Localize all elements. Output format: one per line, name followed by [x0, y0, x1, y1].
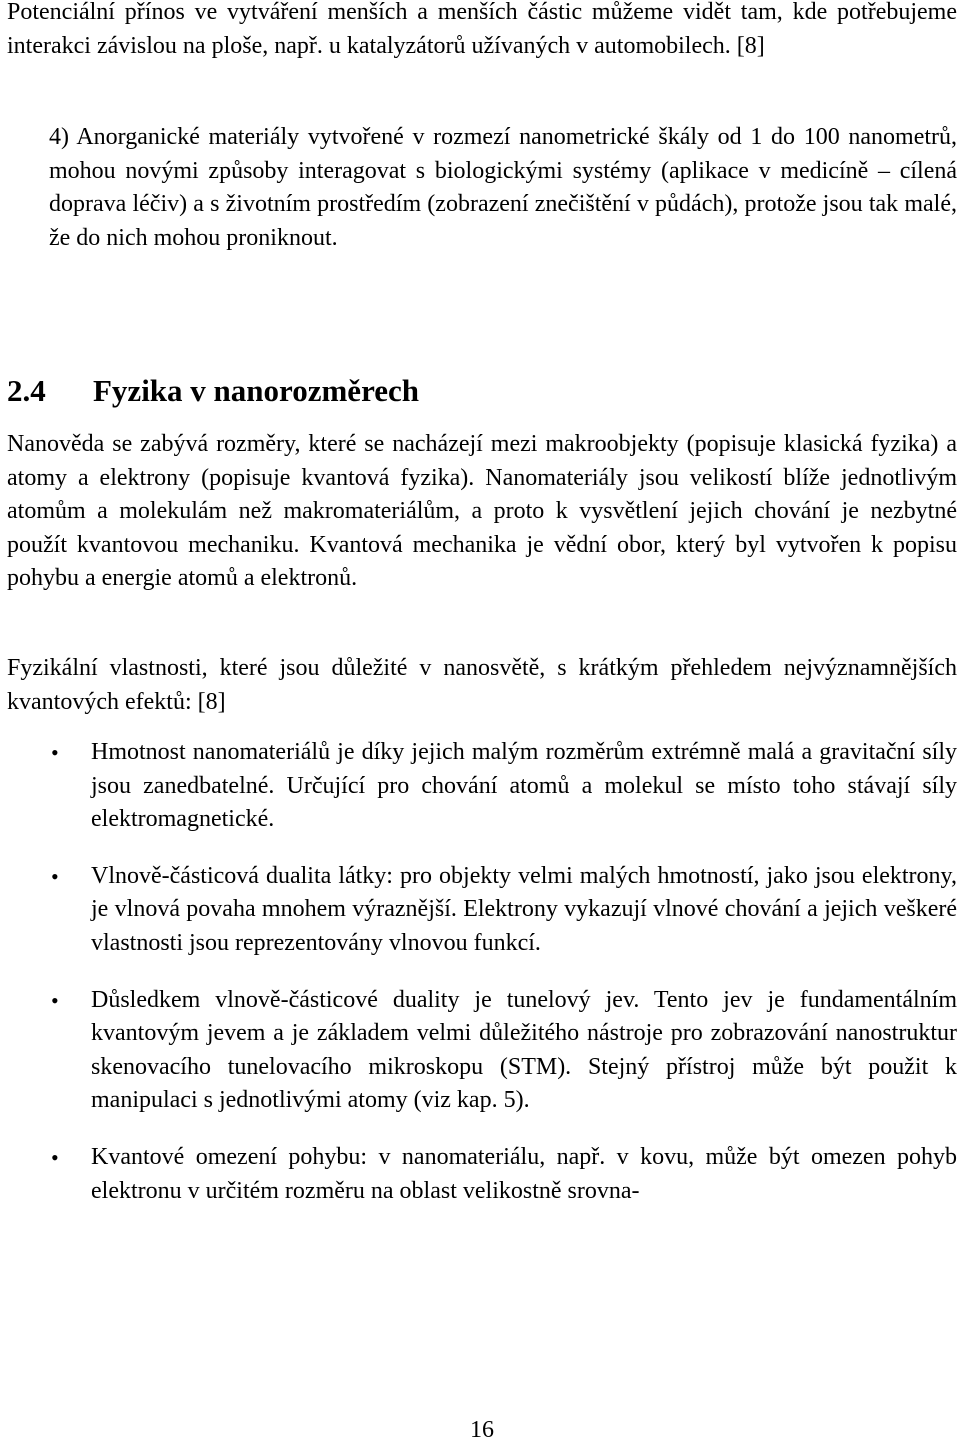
bullet-list: [7, 736, 957, 1231]
list-item-text: Kvantové omezení pohybu: v nanomateriálu, např. v kovu, může být omezen pohyb elektronu v určitém rozměru na oblast velikostně srovna-: [91, 1143, 957, 1204]
list-item: [7, 736, 957, 837]
list-item-4-paragraph: 4) Anorganické materiály vytvořené v rozmezí nanometrické škály od 1 do 100 nanometrů, mohou novými způsoby interagovat s biologickými systémy (aplikace v medicíně – cílená doprava léčiv) a s životním prostředím (zobrazení znečištění v půdách), protože jsou tak malé, že do nich mohou proniknout.: [49, 124, 957, 251]
list-item: [7, 860, 957, 961]
intro-paragraph: Potenciální přínos ve vytváření menších a menších částic můžeme vidět tam, kde potřebujeme interakci závislou na ploše, např. u katalyzátorů užívaných v automobilech. [8]: [7, 0, 957, 59]
body-paragraph: Fyzikální vlastnosti, které jsou důležité v nanosvětě, s krátkým přehledem nejvýznamnějších kvantových efektů: [8]: [7, 655, 957, 715]
body-paragraph: Nanověda se zabývá rozměry, které se nacházejí mezi makroobjekty (popisuje klasická fyzika) a atomy a elektrony (popisuje kvantová fyzika). Nanomateriály jsou velikostí blíže jednotlivým atomům a molekulám než makromateriálům, a proto k vysvětlení jejich chování je nezbytné použít kvantovou mechaniku. Kvantová mechanika je vědní obor, který byl vytvořen k popisu pohybu a energie atomů a elektronů.: [7, 431, 957, 592]
list-item: [7, 1141, 957, 1208]
bullet-icon: •: [51, 987, 59, 1013]
bullet-icon: •: [51, 1144, 59, 1170]
list-item-text: Důsledkem vlnově-částicové duality je tunelový jev. Tento jev je fundamentálním kvantovým jevem a je základem velmi důležitého nástroje pro zobrazování nanostruktur skenovacího tunelovacího mikroskopu (STM). Stejný přístroj může být použit k manipulaci s jednotlivými atomy (viz kap. 5).: [91, 986, 957, 1114]
section-heading: [7, 371, 419, 411]
section-title: Fyzika v nanorozměrech: [93, 373, 420, 408]
bullet-icon: •: [51, 740, 59, 765]
section-number: 2.4: [7, 373, 46, 408]
document-page: [7, 0, 957, 1446]
list-item-text: Hmotnost nanomateriálů je díky jejich malým rozměrům extrémně malá a gravitační síly jsou zanedbatelné. Určující pro chování atomů a molekul se místo toho stávají síly elektromagnetické.: [91, 739, 957, 833]
page-number: 16: [470, 1417, 494, 1443]
list-item-text: Vlnově-částicová dualita látky: pro objekty velmi malých hmotností, jako jsou elektrony, je vlnová povaha mnohem výraznější. Elektrony vykazují vlnové chování a jejich veškeré vlastnosti jsou reprezentovány vlnovou funkcí.: [91, 862, 957, 956]
list-item: [7, 984, 957, 1118]
bullet-icon: •: [51, 863, 59, 889]
